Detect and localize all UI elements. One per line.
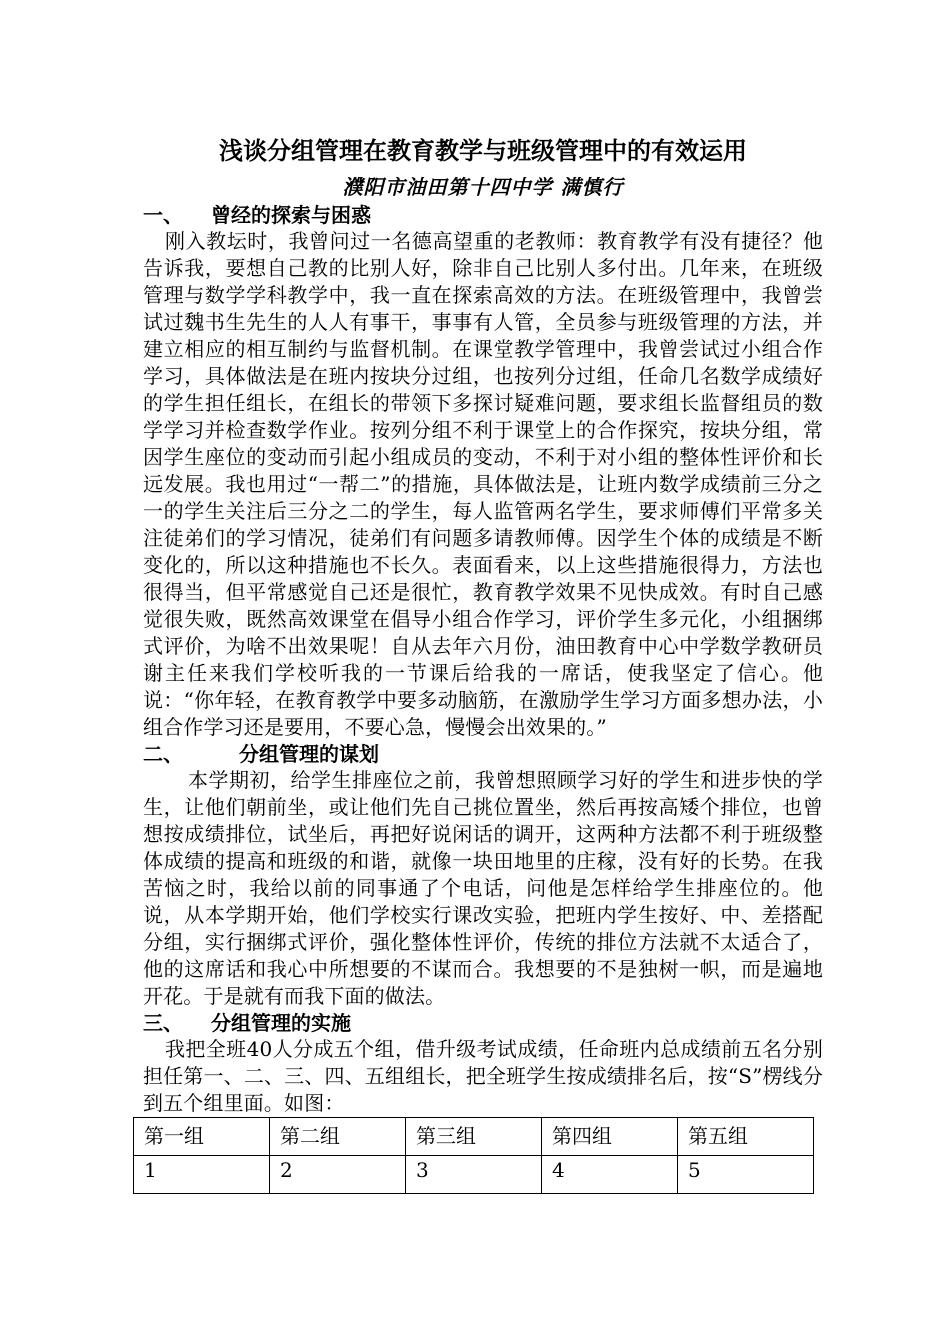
table-header-cell: 第三组 [406,1118,542,1156]
table-header-cell: 第一组 [134,1118,270,1156]
table-header-cell: 第四组 [542,1118,678,1156]
table-header-cell: 第五组 [678,1118,814,1156]
table-cell: 1 [134,1156,270,1194]
section-number: 二、 [143,742,183,766]
section-title: 分组管理的谋划 [239,742,379,766]
table-header-cell: 第二组 [270,1118,406,1156]
section-title: 曾经的探索与困惑 [211,203,371,227]
section-title: 分组管理的实施 [211,1011,351,1035]
table-cell: 2 [270,1156,406,1194]
section-body-1: 刚入教坛时，我曾问过一名德高望重的老教师：教育教学有没有捷径？他告诉我，要想自己教的比别人好，除非自己比别人多付出。几年来，在班级管理与数学学科教学中，我一直在探索高效的方法。在班级管理中，我曾尝试过魏书生先生的人人有事干，事事有人管，全员参与班级管理的方法，并建立相应的相互制约与监督机制。在课堂教学管理中，我曾尝试过小组合作学习，具体做法是在班内按块分过组，也按列分过组，任命几名数学成绩好的学生担任组长，在组长的带领下多探讨疑难问题，要求组长监督组员的数学学习并检查数学作业。按列分组不利于课堂上的合作探究，按块分组，常因学生座位的变动而引起小组成员的变动，不利于对小组的整体性评价和长远发展。我也用过“一帮二”的措施，具体做法是，让班内数学成绩前三分之一的学生关注后三分之二的学生，每人监管两名学生，要求师傅们平常多关注徒弟们的学习情况，徒弟们有问题多请教师傅。因学生个体的成绩是不断变化的，所以这种措施也不长久。表面看来，以上这些措施很得力，方法也很得当，但平常感觉自己还是很忙，教育教学效果不见快成效。有时自己感觉很失败，既然高效课堂在倡导小组合作学习，评价学生多元化，小组捆绑式评价，为啥不出效果呢！自从去年六月份，油田教育中心中学数学教研员谢主任来我们学校听我的一节课后给我的一席话，使我坚定了信心。他说：“你年轻，在教育教学中要多动脑筋，在激励学生学习方面多想办法，小组合作学习还是要用，不要心急，慢慢会出效果的。” [143,229,823,739]
section-body-2: 本学期初，给学生排座位之前，我曾想照顾学习好的学生和进步快的学生，让他们朝前坐，或让他们先自己挑位置坐，然后再按高矮个排位，也曾想按成绩排位，试坐后，再把好说闲话的调开，这两种方法都不利于班级整体成绩的提高和班级的和谐，就像一块田地里的庄稼，没有好的长势。在我苦恼之时，我给以前的同事通了个电话，问他是怎样给学生排座位的。他说，从本学期开始，他们学校实行课改实验，把班内学生按好、中、差搭配分组，实行捆绑式评价，强化整体性评价，传统的排位方法就不太适合了，他的这席话和我心中所想要的不谋而合。我想要的不是独树一帜，而是遍地开花。于是就有而我下面的做法。 [143,768,823,1008]
author-line: 濮阳市油田第十四中学 满慎行 [342,175,624,199]
section-number: 三、 [143,1011,183,1035]
table-cell: 4 [542,1156,678,1194]
document-page [143,130,823,1194]
document-title: 浅谈分组管理在教育教学与班级管理中的有效运用 [219,136,747,165]
section-number: 一、 [143,203,183,227]
section-heading-3 [143,1010,823,1036]
group-table [133,1117,814,1194]
table-cell: 5 [678,1156,814,1194]
table-cell: 3 [406,1156,542,1194]
section-heading-2 [143,741,823,767]
table-row [134,1156,814,1194]
section-heading-1 [143,202,823,228]
table-header-row [134,1118,814,1156]
section-body-3: 我把全班40人分成五个组，借升级考试成绩，任命班内总成绩前五名分别担任第一、二、三、四、五组组长，把全班学生按成绩排名后，按“S”楞线分到五个组里面。如图： [143,1037,823,1115]
